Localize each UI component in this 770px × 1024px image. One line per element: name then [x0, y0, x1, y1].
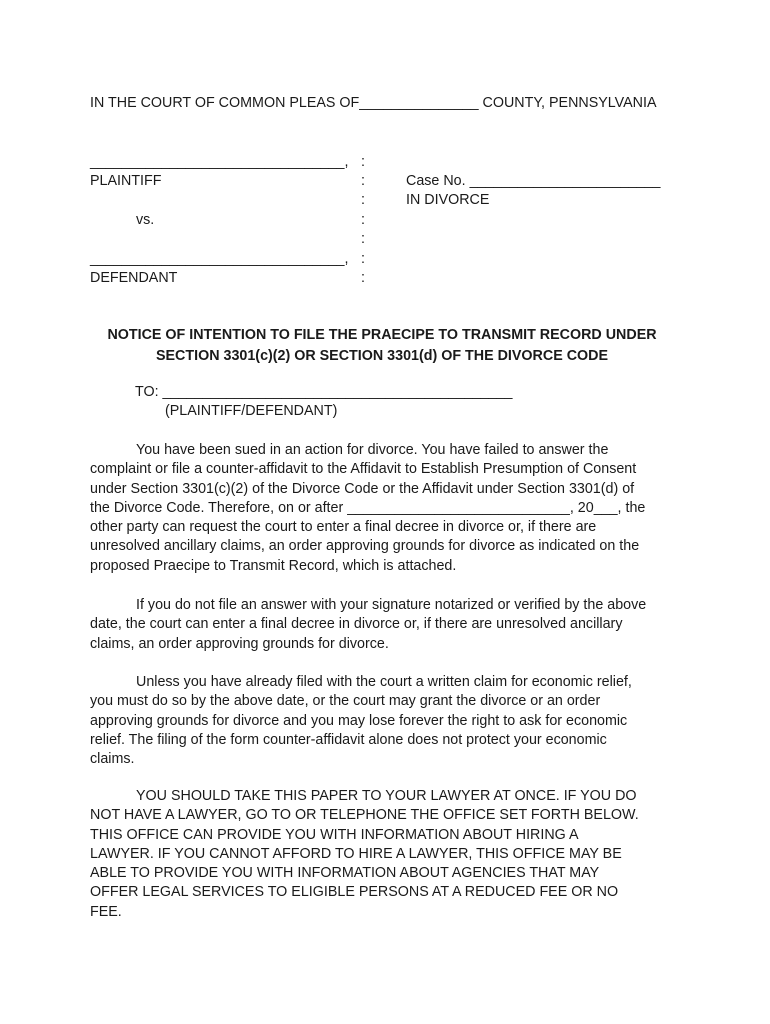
paragraph-line: NOT HAVE A LAWYER, GO TO OR TELEPHONE THE OFFICE SET FORTH BELOW.: [90, 807, 639, 824]
paragraph-line: date, the court can enter a final decree in divorce or, if there are unresolved ancillary: [90, 616, 623, 633]
defendant-label: DEFENDANT: [90, 270, 178, 286]
paragraph-line: unresolved ancillary claims, an order approving grounds for divorce as indicated on the: [90, 538, 640, 555]
caption-colon: :: [361, 192, 365, 208]
caption-colon: :: [361, 231, 365, 247]
paragraph-line: YOU SHOULD TAKE THIS PAPER TO YOUR LAWYER AT ONCE. IF YOU DO: [136, 788, 637, 804]
defendant-name-blank: ________________________________,: [90, 251, 349, 267]
paragraph-line: the Divorce Code. Therefore, on or after ____________________________, 20___, the: [90, 499, 646, 516]
plaintiff-label: PLAINTIFF: [90, 173, 162, 189]
case-number-field: Case No. ________________________: [406, 173, 661, 189]
paragraph-line: claims, an order approving grounds for divorce.: [90, 635, 389, 652]
paragraph-line: If you do not file an answer with your signature notarized or verified by the above: [136, 597, 647, 613]
paragraph-line: under Section 3301(c)(2) of the Divorce Code or the Affidavit under Section 3301(d) of: [90, 480, 635, 497]
in-divorce-label: IN DIVORCE: [406, 192, 490, 208]
paragraph-line: approving grounds for divorce and you may lose forever the right to ask for economic: [90, 712, 628, 729]
caption-colon: :: [361, 173, 365, 189]
paragraph-line: LAWYER. IF YOU CANNOT AFFORD TO HIRE A LAWYER, THIS OFFICE MAY BE: [90, 845, 622, 862]
paragraph-line: complaint or file a counter-affidavit to the Affidavit to Establish Presumption of Consent: [90, 461, 637, 478]
paragraph-line: other party can request the court to enter a final decree in divorce or, if there are: [90, 519, 597, 536]
paragraph-line: proposed Praecipe to Transmit Record, which is attached.: [90, 557, 457, 574]
paragraph-line: THIS OFFICE CAN PROVIDE YOU WITH INFORMATION ABOUT HIRING A: [90, 826, 579, 843]
paragraph-line: You have been sued in an action for divorce. You have failed to answer the: [136, 442, 609, 458]
caption-colon: :: [361, 270, 365, 286]
versus-label: vs.: [136, 212, 155, 228]
paragraph-line: relief. The filing of the form counter-affidavit alone does not protect your economic: [90, 731, 607, 748]
paragraph-notice-of-suit: [90, 441, 686, 576]
recipient-party-label: (PLAINTIFF/DEFENDANT): [165, 403, 338, 419]
notice-title-line-2: SECTION 3301(c)(2) OR SECTION 3301(d) OF THE DIVORCE CODE: [155, 348, 609, 364]
caption-colon: :: [361, 251, 365, 267]
paragraph-answer-requirement: [90, 596, 686, 654]
court-heading: IN THE COURT OF COMMON PLEAS OF_______________ COUNTY, PENNSYLVANIA: [90, 95, 657, 111]
notice-title: [84, 325, 680, 367]
paragraph-line: Unless you have already filed with the court a written claim for economic relief,: [136, 674, 632, 690]
paragraph-line: you must do so by the above date, or the court may grant the divorce or an order: [90, 693, 601, 710]
caption-colon: :: [361, 154, 365, 170]
paragraph-economic-relief: [90, 673, 686, 769]
caption-colon: :: [361, 212, 365, 228]
paragraph-line: OFFER LEGAL SERVICES TO ELIGIBLE PERSONS AT A REDUCED FEE OR NO: [90, 884, 619, 901]
to-recipient-line: TO: ____________________________________________: [135, 384, 513, 400]
paragraph-lawyer-advice: [90, 787, 686, 922]
paragraph-line: FEE.: [90, 903, 122, 920]
notice-title-line-1: NOTICE OF INTENTION TO FILE THE PRAECIPE TO TRANSMIT RECORD UNDER: [107, 327, 657, 343]
paragraph-line: claims.: [90, 751, 135, 768]
paragraph-line: ABLE TO PROVIDE YOU WITH INFORMATION ABOUT AGENCIES THAT MAY: [90, 865, 600, 882]
plaintiff-name-blank: ________________________________,: [90, 154, 349, 170]
